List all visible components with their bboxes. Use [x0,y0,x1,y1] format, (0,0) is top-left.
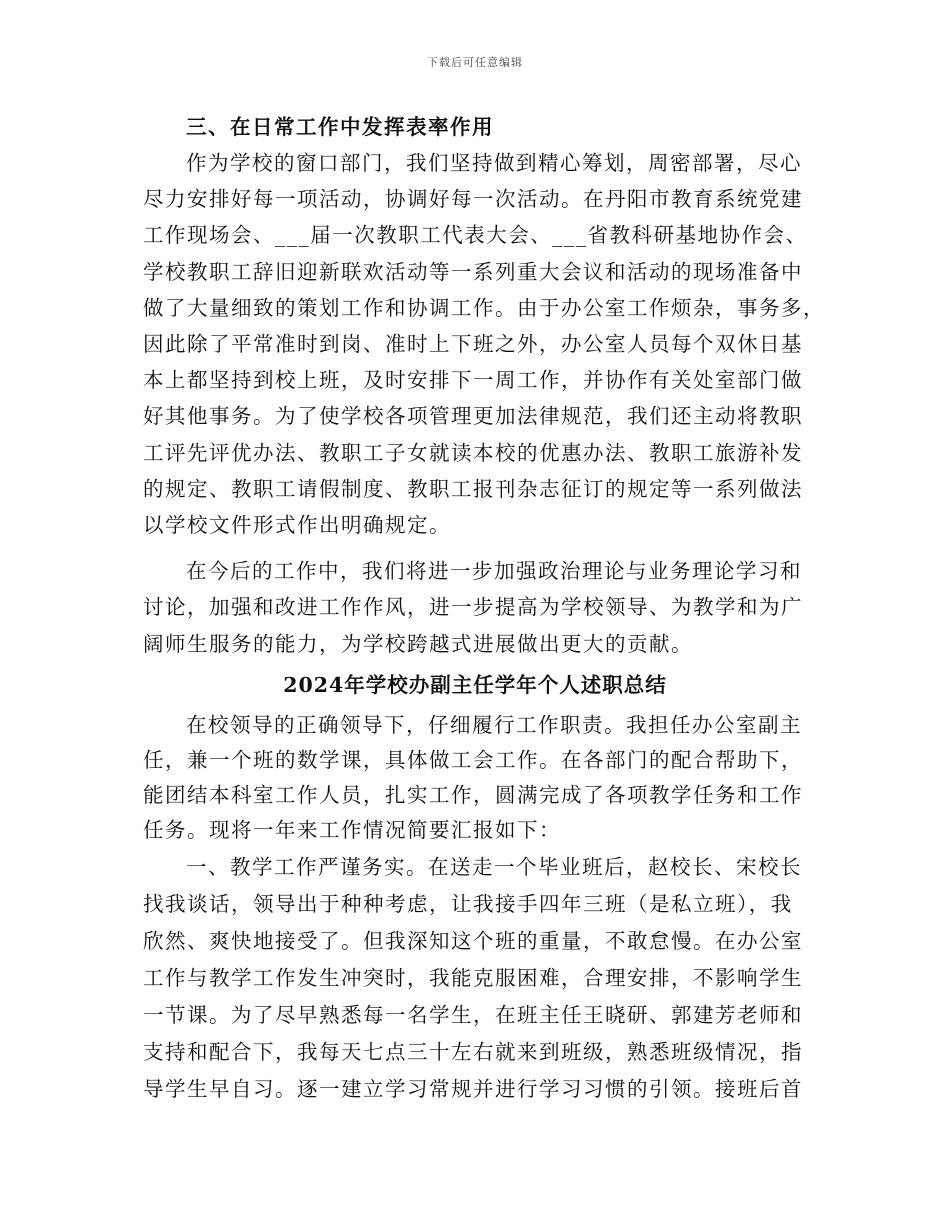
paragraph-line: 学校教职工辞旧迎新联欢活动等一系列重大会议和活动的现场准备中 [143,260,803,284]
paragraph-line: 本上都坚持到校上班，及时安排下一周工作，并协作有关处室部门做 [143,368,803,392]
paragraph-line: 任务。现将一年来工作情况简要汇报如下： [143,818,561,842]
paragraph-line: 的规定、教职工请假制度、教职工报刊杂志征订的规定等一系列做法 [143,477,803,501]
paragraph-line: 做了大量细致的策划工作和协调工作。由于办公室工作烦杂，事务多， [143,296,825,320]
paragraph-line: 工作与教学工作发生冲突时，我能克服困难，合理安排，不影响学生 [143,966,803,990]
paragraph-line: 找我谈话，领导出于种种考虑，让我接手四年三班（是私立班），我 [143,892,793,916]
page-header: 下载后可任意编辑 [427,56,523,69]
paragraph-line: 欣然、爽快地接受了。但我深知这个班的重量，不敢怠慢。在办公室 [143,929,803,953]
paragraph-line: 因此除了平常准时到岗、准时上下班之外，办公室人员每个双休日基 [143,332,803,356]
section-heading: 三、在日常工作中发挥表率作用 [186,115,494,139]
paragraph-line: 工评先评优办法、教职工子女就读本校的优惠办法、教职工旅游补发 [143,441,803,465]
paragraph-line: 工作现场会、___届一次教职工代表大会、___省教科研基地协作会、 [143,223,808,247]
paragraph-line: 尽力安排好每一项活动，协调好每一次活动。在丹阳市教育系统党建 [143,187,803,211]
paragraph-line: 讨论，加强和改进工作作风，进一步提高为学校领导、为教学和为广 [143,595,803,619]
paragraph-line: 以学校文件形式作出明确规定。 [143,513,451,537]
document-title: 2024年学校办副主任学年个人述职总结 [283,673,667,697]
paragraph-line: 在校领导的正确领导下，仔细履行工作职责。我担任办公室副主 [186,713,802,737]
paragraph-line: 在今后的工作中，我们将进一步加强政治理论与业务理论学习和 [186,559,802,583]
paragraph-line: 支持和配合下，我每天七点三十左右就来到班级，熟悉班级情况，指 [143,1040,803,1064]
paragraph-line: 阔师生服务的能力，为学校跨越式进展做出更大的贡献。 [143,632,693,656]
paragraph-line: 作为学校的窗口部门，我们坚持做到精心筹划，周密部署，尽心 [186,151,802,175]
paragraph-line: 导学生早自习。逐一建立学习常规并进行学习习惯的引领。接班后首 [143,1077,803,1101]
paragraph-line: 能团结本科室工作人员，扎实工作，圆满完成了各项教学任务和工作 [143,783,803,807]
paragraph-line: 一节课。为了尽早熟悉每一名学生，在班主任王晓研、郭建芳老师和 [143,1003,803,1027]
paragraph-line: 任，兼一个班的数学课，具体做工会工作。在各部门的配合帮助下， [143,748,803,772]
paragraph-line: 一、教学工作严谨务实。在送走一个毕业班后，赵校长、宋校长 [186,855,802,879]
paragraph-line: 好其他事务。为了使学校各项管理更加法律规范，我们还主动将教职 [143,404,803,428]
